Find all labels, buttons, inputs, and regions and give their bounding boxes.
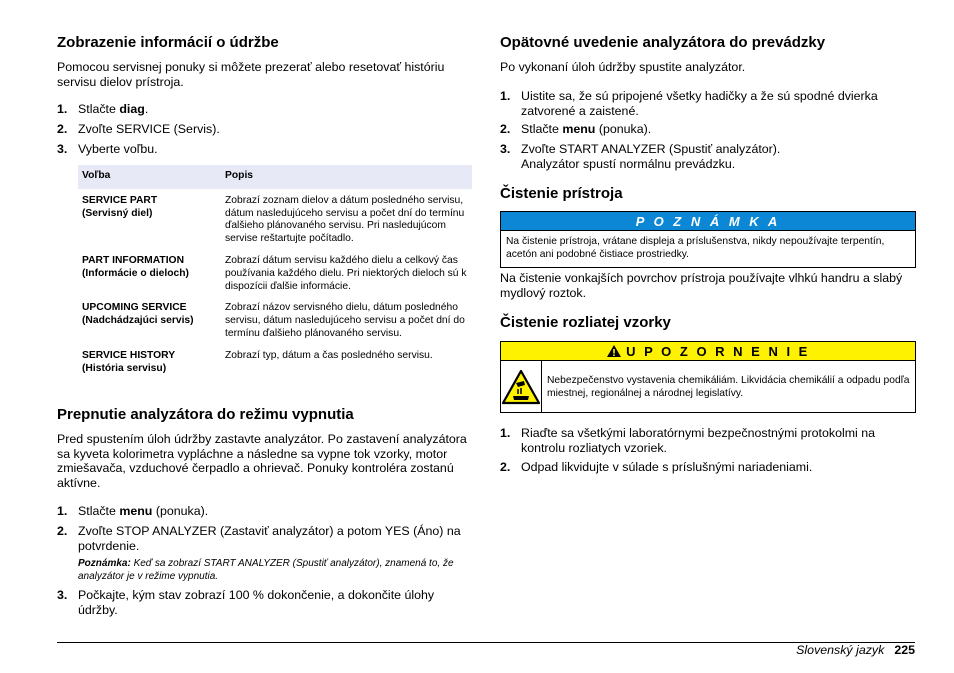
cleaning-text: Na čistenie vonkajších povrchov prístroja používajte vlhkú handru a slabý mydlový roztok.	[500, 271, 903, 300]
footer-language: Slovenský jazyk	[796, 643, 885, 657]
table-header-option: Voľba	[78, 165, 221, 189]
shutdown-note: Poznámka: Keď sa zobrazí START ANALYZER (Spustiť analyzátor), znamená to, že analyzátor je v režime vypnutia.	[78, 558, 454, 582]
maintenance-intro: Pomocou servisnej ponuky si môžete prezerať alebo resetovať históriu servisu dielov prístroja.	[57, 60, 445, 89]
heading-spill: Čistenie rozliatej vzorky	[500, 314, 671, 331]
heading-shutdown: Prepnutie analyzátora do režimu vypnutia	[57, 406, 354, 423]
heading-maintenance-info: Zobrazenie informácií o údržbe	[57, 34, 279, 51]
note-box	[500, 211, 916, 268]
warning-title: U P O Z O R N E N I E	[501, 342, 915, 361]
table-header-description: Popis	[221, 165, 472, 189]
table-row: SERVICE PART (Servisný diel) Zobrazí zoznam dielov a dátum posledného servisu, dátum nasledujúceho servisu a počet dní do termínu ďalšieho plánovaného servisu. Pri nasledujúcom servise reštartujte počítadlo.	[82, 194, 465, 245]
table-header-row	[78, 165, 472, 189]
heading-restart: Opätovné uvedenie analyzátora do prevádzky	[500, 34, 826, 51]
page-number: 225	[894, 643, 915, 657]
footer-divider	[57, 642, 915, 643]
table-row: PART INFORMATION (Informácie o dieloch) Zobrazí dátum servisu každého dielu a celkový čas používania každého dielu. Pri niektorých dieloch sú k dispozícii ďalšie informácie.	[82, 254, 467, 292]
table-row: UPCOMING SERVICE (Nadchádzajúci servis) Zobrazí názov servisného dielu, dátum posledného servisu, dátum nasledujúceho servisu a počet dní do termínu ďalšieho plánovaného servisu.	[82, 302, 465, 339]
note-box-text: Na čistenie prístroja, vrátane displeja a príslušenstva, nikdy nepoužívajte terpentín, acetón ani podobné čistiace prostriedky.	[506, 236, 885, 260]
warning-box	[500, 341, 916, 413]
page-footer	[796, 643, 915, 657]
chemical-hazard-icon	[501, 369, 541, 405]
warning-triangle-icon	[606, 344, 622, 358]
shutdown-intro: Pred spustením úloh údržby zastavte analyzátor. Po zastavení analyzátora sa kyveta kolorimetra vypláchne a následne sa vypne tok vzorky, motor zmiešavača, vzduchové čerpadlo a ohrievač. Ponuky kontroléra zostanú aktívne.	[57, 432, 467, 490]
warning-text: Nebezpečenstvo vystavenia chemikáliám. Likvidácia chemikálií a odpadu podľa miestnej, regionálnej a národnej legislatívy.	[547, 375, 910, 399]
restart-intro: Po vykonaní úloh údržby spustite analyzátor.	[500, 60, 746, 74]
heading-cleaning: Čistenie prístroja	[500, 185, 623, 202]
service-options-table	[78, 165, 472, 375]
table-row: SERVICE HISTORY (História servisu) Zobrazí typ, dátum a čas posledného servisu.	[82, 349, 433, 374]
note-box-title: P O Z N Á M K A	[501, 212, 915, 231]
